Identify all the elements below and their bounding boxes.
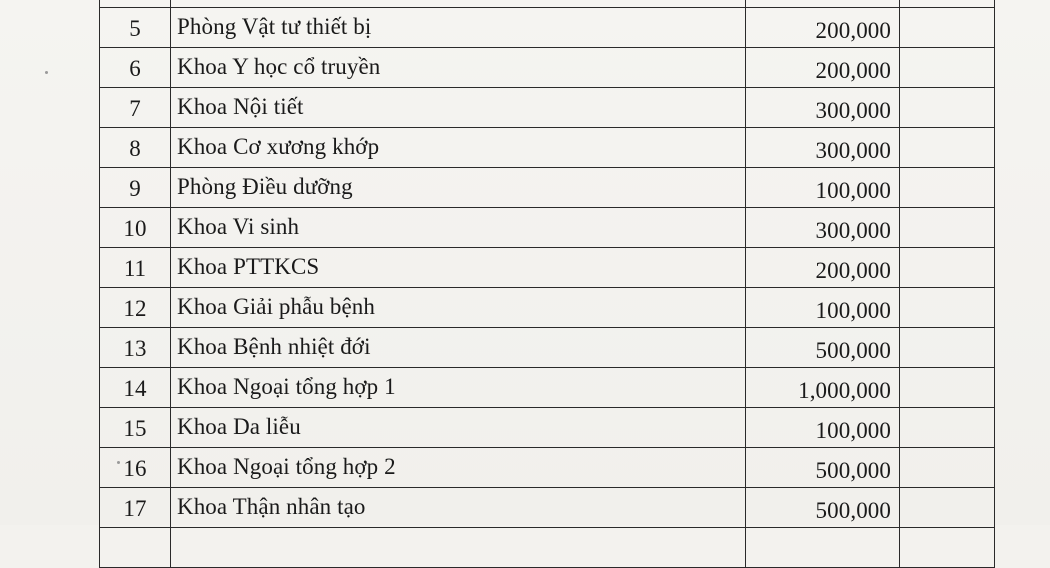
name-cell bbox=[170, 488, 745, 527]
amount-cell bbox=[745, 0, 899, 7]
amount-value: 100,000 bbox=[815, 418, 891, 443]
row-number: 5 bbox=[129, 16, 141, 41]
stt-cell bbox=[99, 448, 170, 487]
name-cell bbox=[170, 248, 745, 287]
row-number: 10 bbox=[123, 216, 147, 241]
note-cell bbox=[899, 128, 995, 167]
row-number: 12 bbox=[123, 296, 147, 321]
note-cell bbox=[899, 88, 995, 127]
department-name: Khoa Nội tiết bbox=[177, 94, 304, 119]
stt-cell bbox=[99, 368, 170, 407]
note-cell bbox=[899, 0, 995, 7]
table-row bbox=[99, 8, 995, 48]
amount-value: 200,000 bbox=[815, 18, 891, 43]
note-cell bbox=[899, 168, 995, 207]
scan-speck bbox=[45, 71, 48, 74]
department-name: Khoa Da liễu bbox=[177, 414, 301, 439]
stt-cell bbox=[99, 408, 170, 447]
department-name: Phòng Điều dưỡng bbox=[177, 174, 353, 199]
amount-cell bbox=[745, 408, 899, 447]
note-cell bbox=[899, 528, 995, 567]
department-name: Khoa Thận nhân tạo bbox=[177, 494, 366, 519]
amount-value: 500,000 bbox=[815, 498, 891, 523]
amount-cell bbox=[745, 448, 899, 487]
note-cell bbox=[899, 248, 995, 287]
department-name: Khoa Vi sinh bbox=[177, 214, 300, 239]
row-number: 15 bbox=[123, 416, 147, 441]
row-number: 7 bbox=[129, 96, 141, 121]
stt-cell bbox=[99, 168, 170, 207]
department-name: Khoa PTTKCS bbox=[177, 254, 320, 279]
stt-cell bbox=[99, 288, 170, 327]
name-cell bbox=[170, 408, 745, 447]
amount-value: 300,000 bbox=[815, 138, 891, 163]
name-cell bbox=[170, 168, 745, 207]
stt-cell bbox=[99, 128, 170, 167]
amount-cell bbox=[745, 208, 899, 247]
note-cell bbox=[899, 208, 995, 247]
amount-cell bbox=[745, 168, 899, 207]
name-cell bbox=[170, 88, 745, 127]
name-cell bbox=[170, 448, 745, 487]
name-cell bbox=[170, 328, 745, 367]
amount-cell bbox=[745, 48, 899, 87]
table-row bbox=[99, 168, 995, 208]
department-name: Khoa Ngoại tổng hợp 1 bbox=[177, 374, 396, 399]
department-name: Khoa Ngoại tổng hợp 2 bbox=[177, 454, 396, 479]
row-number: 9 bbox=[129, 176, 141, 201]
stt-cell bbox=[99, 48, 170, 87]
row-number: 17 bbox=[123, 496, 147, 521]
row-number: 16 bbox=[123, 456, 147, 481]
name-cell bbox=[170, 528, 745, 567]
name-cell bbox=[170, 208, 745, 247]
name-cell bbox=[170, 128, 745, 167]
amount-cell bbox=[745, 248, 899, 287]
stt-cell bbox=[99, 528, 170, 567]
note-cell bbox=[899, 408, 995, 447]
amount-cell bbox=[745, 328, 899, 367]
name-cell bbox=[170, 0, 745, 7]
allocation-table bbox=[99, 0, 995, 568]
table-row bbox=[99, 288, 995, 328]
amount-cell bbox=[745, 488, 899, 527]
amount-value: 100,000 bbox=[815, 298, 891, 323]
name-cell bbox=[170, 288, 745, 327]
amount-value: 500,000 bbox=[815, 458, 891, 483]
stt-cell bbox=[99, 8, 170, 47]
stt-cell bbox=[99, 488, 170, 527]
amount-cell bbox=[745, 368, 899, 407]
note-cell bbox=[899, 288, 995, 327]
note-cell bbox=[899, 328, 995, 367]
row-number: 11 bbox=[123, 256, 147, 281]
amount-cell bbox=[745, 528, 899, 567]
department-name: Phòng Vật tư thiết bị bbox=[177, 14, 372, 39]
table-row bbox=[99, 448, 995, 488]
amount-value: 500,000 bbox=[815, 338, 891, 363]
amount-value: 100,000 bbox=[815, 178, 891, 203]
row-number: 8 bbox=[129, 136, 141, 161]
table-row bbox=[99, 208, 995, 248]
table-row bbox=[99, 368, 995, 408]
stt-cell bbox=[99, 208, 170, 247]
table-row bbox=[99, 128, 995, 168]
amount-value: 200,000 bbox=[815, 258, 891, 283]
row-number: 13 bbox=[123, 336, 147, 361]
table-row bbox=[99, 328, 995, 368]
table-row bbox=[99, 48, 995, 88]
stt-cell bbox=[99, 88, 170, 127]
row-number: 14 bbox=[123, 376, 147, 401]
name-cell bbox=[170, 368, 745, 407]
amount-value: 1,000,000 bbox=[798, 378, 891, 403]
row-number: 6 bbox=[129, 56, 141, 81]
name-cell bbox=[170, 48, 745, 87]
department-name: Khoa Giải phẫu bệnh bbox=[177, 294, 375, 319]
amount-value: 300,000 bbox=[815, 218, 891, 243]
name-cell bbox=[170, 8, 745, 47]
table-row bbox=[99, 0, 995, 8]
note-cell bbox=[899, 368, 995, 407]
amount-value: 300,000 bbox=[815, 98, 891, 123]
amount-cell bbox=[745, 288, 899, 327]
department-name: Khoa Cơ xương khớp bbox=[177, 134, 380, 159]
note-cell bbox=[899, 448, 995, 487]
note-cell bbox=[899, 8, 995, 47]
stt-cell bbox=[99, 328, 170, 367]
stt-cell bbox=[99, 0, 170, 7]
note-cell bbox=[899, 488, 995, 527]
table-row bbox=[99, 488, 995, 528]
table-row bbox=[99, 528, 995, 568]
note-cell bbox=[899, 48, 995, 87]
amount-value: 200,000 bbox=[815, 58, 891, 83]
amount-cell bbox=[745, 8, 899, 47]
table-row bbox=[99, 88, 995, 128]
amount-cell bbox=[745, 128, 899, 167]
department-name: Khoa Bệnh nhiệt đới bbox=[177, 334, 371, 359]
stt-cell bbox=[99, 248, 170, 287]
table-row bbox=[99, 248, 995, 288]
department-name: Khoa Y học cổ truyền bbox=[177, 54, 381, 79]
table-row bbox=[99, 408, 995, 448]
amount-cell bbox=[745, 88, 899, 127]
